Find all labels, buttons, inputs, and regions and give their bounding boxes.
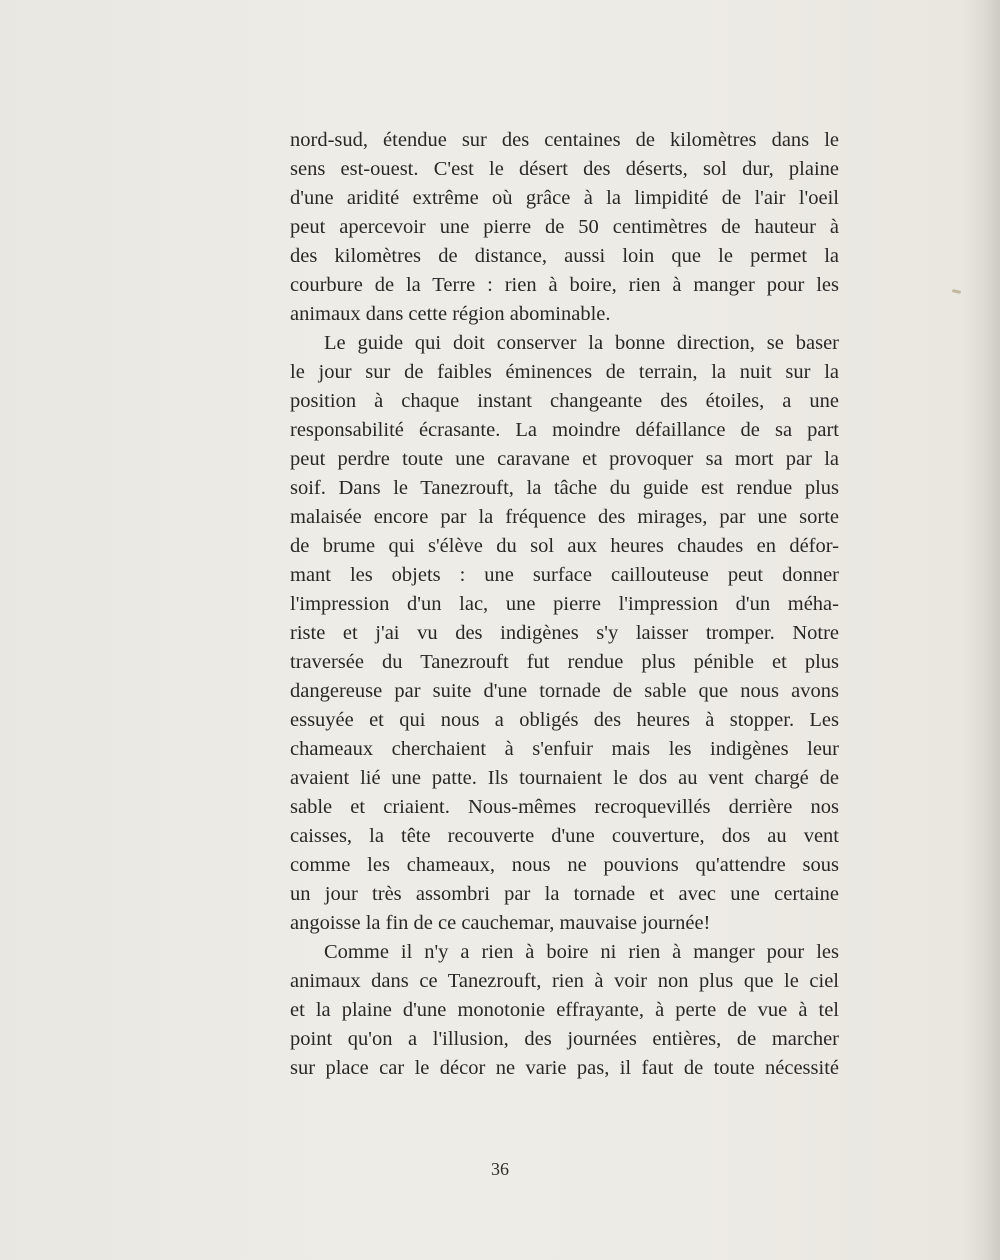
text-line: chameaux cherchaient à s'enfuir mais les indigènes leur: [290, 738, 839, 760]
text-line: comme les chameaux, nous ne pouvions qu'attendre sous: [290, 854, 839, 876]
text-line: et la plaine d'une monotonie effrayante, à perte de vue à tel: [290, 999, 839, 1021]
text-line: d'une aridité extrême où grâce à la limpidité de l'air l'oeil: [290, 187, 839, 209]
text-line: sens est-ouest. C'est le désert des déserts, sol dur, plaine: [290, 158, 839, 180]
text-line: essuyée et qui nous a obligés des heures à stopper. Les: [290, 709, 839, 731]
text-line: sable et criaient. Nous-mêmes recroquevillés derrière nos: [290, 796, 839, 818]
text-line: Comme il n'y a rien à boire ni rien à manger pour les: [324, 941, 839, 963]
text-line: riste et j'ai vu des indigènes s'y laisser tromper. Notre: [290, 622, 839, 644]
text-line: de brume qui s'élève du sol aux heures chaudes en défor-: [290, 535, 839, 557]
text-line: mant les objets : une surface caillouteuse peut donner: [290, 564, 839, 586]
text-line: angoisse la fin de ce cauchemar, mauvaise journée!: [290, 912, 711, 934]
text-line: Le guide qui doit conserver la bonne direction, se baser: [324, 332, 839, 354]
text-line: point qu'on a l'illusion, des journées entières, de marcher: [290, 1028, 839, 1050]
text-line: l'impression d'un lac, une pierre l'impression d'un méha-: [290, 593, 839, 615]
text-line: peut perdre toute une caravane et provoquer sa mort par la: [290, 448, 839, 470]
text-line: sur place car le décor ne varie pas, il faut de toute nécessité: [290, 1057, 839, 1079]
text-line: courbure de la Terre : rien à boire, rien à manger pour les: [290, 274, 839, 296]
page-edge-shadow: [962, 0, 1000, 1260]
body-text: [290, 126, 839, 1083]
text-line: le jour sur de faibles éminences de terrain, la nuit sur la: [290, 361, 839, 383]
text-line: dangereuse par suite d'une tornade de sable que nous avons: [290, 680, 839, 702]
text-line: animaux dans cette région abominable.: [290, 303, 611, 325]
text-line: avaient lié une patte. Ils tournaient le dos au vent chargé de: [290, 767, 839, 789]
text-line: un jour très assombri par la tornade et avec une certaine: [290, 883, 839, 905]
text-line: animaux dans ce Tanezrouft, rien à voir non plus que le ciel: [290, 970, 839, 992]
text-line: malaisée encore par la fréquence des mirages, par une sorte: [290, 506, 839, 528]
text-line: peut apercevoir une pierre de 50 centimètres de hauteur à: [290, 216, 839, 238]
text-line: position à chaque instant changeante des étoiles, a une: [290, 390, 839, 412]
text-line: caisses, la tête recouverte d'une couverture, dos au vent: [290, 825, 839, 847]
text-line: des kilomètres de distance, aussi loin que le permet la: [290, 245, 839, 267]
text-line: nord-sud, étendue sur des centaines de kilomètres dans le: [290, 129, 839, 151]
text-line: traversée du Tanezrouft fut rendue plus pénible et plus: [290, 651, 839, 673]
page-number: 36: [491, 1159, 509, 1179]
paper-speck: [952, 289, 961, 294]
text-line: soif. Dans le Tanezrouft, la tâche du guide est rendue plus: [290, 477, 839, 499]
text-line: responsabilité écrasante. La moindre défaillance de sa part: [290, 419, 839, 441]
